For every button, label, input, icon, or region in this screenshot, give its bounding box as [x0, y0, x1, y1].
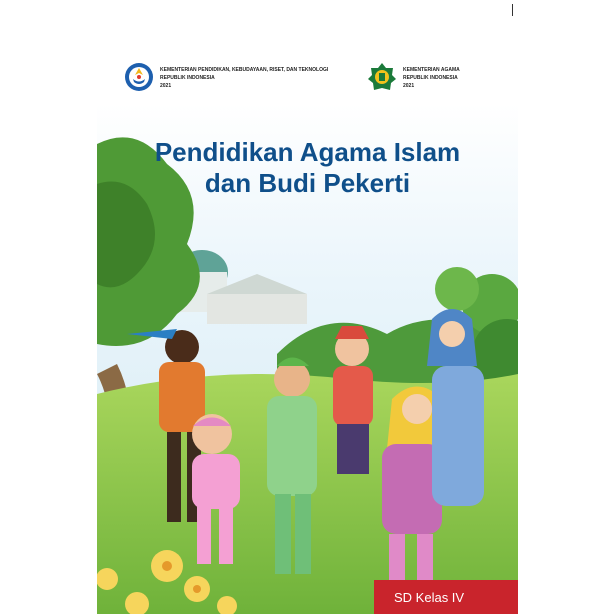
book-title-line2: dan Budi Pekerti	[204, 168, 411, 198]
child-red	[333, 326, 373, 474]
kemenag-country: REPUBLIK INDONESIA	[403, 75, 458, 81]
kemenag-year: 2021	[403, 83, 415, 89]
kemenag-name: KEMENTERIAN AGAMA	[403, 67, 460, 73]
book-cover	[97, 52, 518, 614]
tut-wuri-handayani-logo-icon	[124, 62, 154, 92]
kemdikbud-logo-block	[124, 62, 328, 92]
kemdikbud-country: REPUBLIK INDONESIA	[160, 75, 215, 81]
book-title-line1: Pendidikan Agama Islam	[154, 137, 461, 167]
kemdikbud-year: 2021	[160, 83, 172, 89]
book-title	[97, 137, 518, 199]
grade-badge: SD Kelas IV	[374, 580, 518, 614]
kemenag-logo-block	[367, 62, 460, 92]
text-cursor-mark	[512, 4, 513, 16]
kemdikbud-name: KEMENTERIAN PENDIDIKAN, KEBUDAYAAN, RISET, DAN TEKNOLOGI	[160, 67, 329, 73]
kemenag-logo-icon	[367, 62, 397, 92]
